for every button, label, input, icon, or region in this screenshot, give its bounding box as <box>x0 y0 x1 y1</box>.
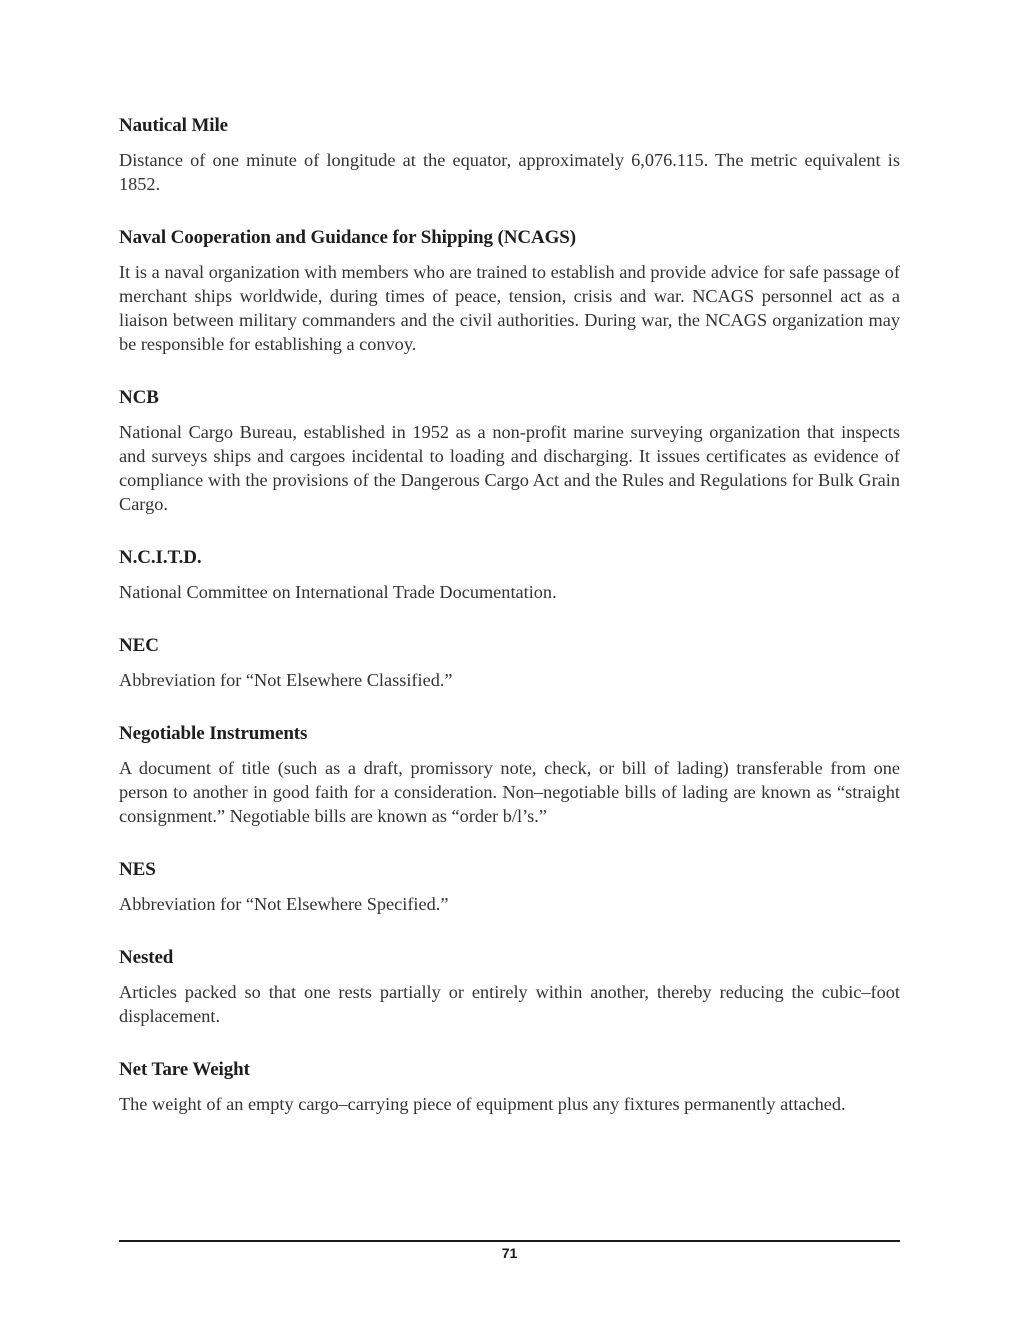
entry-definition: Abbreviation for “Not Elsewhere Specified.” <box>119 894 449 914</box>
entry-definition: Articles packed so that one rests partially or entirely within another, thereby reducing the cubic–foot displacement. <box>119 982 900 1026</box>
entry-term: Nautical Mile <box>119 115 228 136</box>
entry-term: Nested <box>119 947 174 968</box>
glossary-entry-nested <box>119 946 900 1028</box>
page-number: 71 <box>501 1245 518 1261</box>
glossary-entry-negotiable-instruments <box>119 722 900 828</box>
glossary-entry-nautical-mile <box>119 114 900 196</box>
glossary-entry-net-tare-weight <box>119 1058 900 1116</box>
entry-term: NEC <box>119 635 159 656</box>
glossary-entry-ncb <box>119 386 900 516</box>
entry-term: Negotiable Instruments <box>119 723 308 744</box>
entry-definition: Abbreviation for “Not Elsewhere Classified.” <box>119 670 453 690</box>
entry-definition: National Cargo Bureau, established in 1952 as a non-profit marine surveying organization that inspects and surveys ships and cargoes incidental to loading and discharging. It issues certificates as evidence of compliance with the provisions of the Dangerous Cargo Act and the Rules and Regulations for Bulk Grain Cargo. <box>119 422 900 514</box>
glossary-entry-ncitd <box>119 546 900 604</box>
entry-definition: A document of title (such as a draft, promissory note, check, or bill of lading) transferable from one person to another in good faith for a consideration. Non–negotiable bills of lading are known as “straight consignment.” Negotiable bills are known as “order b/l’s.” <box>119 758 900 826</box>
entry-term: Naval Cooperation and Guidance for Shipping (NCAGS) <box>119 227 576 248</box>
entry-definition: National Committee on International Trade Documentation. <box>119 582 557 602</box>
entry-definition: It is a naval organization with members who are trained to establish and provide advice for safe passage of merchant ships worldwide, during times of peace, tension, crisis and war. NCAGS personnel act as a liaison between military commanders and the civil authorities. During war, the NCAGS organization may be responsible for establishing a convoy. <box>119 262 900 354</box>
entry-definition: The weight of an empty cargo–carrying piece of equipment plus any fixtures permanently attached. <box>119 1094 846 1114</box>
entry-term: NES <box>119 859 156 880</box>
entry-term: Net Tare Weight <box>119 1059 250 1080</box>
glossary-entry-ncags <box>119 226 900 356</box>
glossary-page-content <box>119 114 900 1146</box>
entry-definition: Distance of one minute of longitude at the equator, approximately 6,076.115. The metric equivalent is 1852. <box>119 150 900 194</box>
entry-term: NCB <box>119 387 159 408</box>
entry-term: N.C.I.T.D. <box>119 547 202 568</box>
footer-divider <box>119 1240 900 1242</box>
glossary-entry-nec <box>119 634 900 692</box>
glossary-entry-nes <box>119 858 900 916</box>
